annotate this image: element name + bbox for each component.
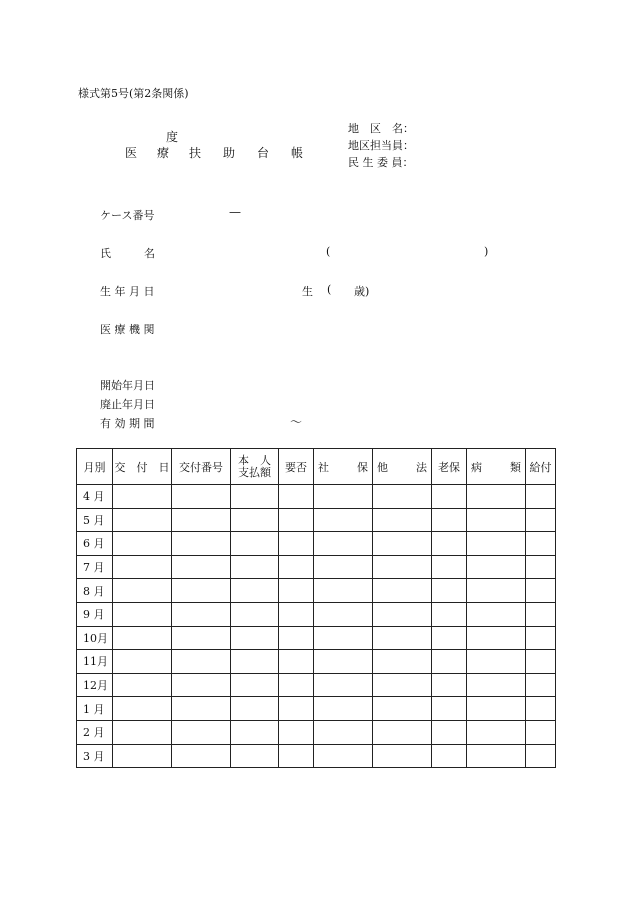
cell[interactable] — [172, 626, 231, 650]
case-number-label: ケース番号 — [100, 209, 155, 222]
header-elderly-insurance: 老保 — [432, 449, 467, 485]
month-cell: 1 月 — [77, 697, 113, 721]
cell[interactable] — [432, 673, 467, 697]
cell[interactable] — [172, 508, 231, 532]
cell[interactable] — [467, 508, 526, 532]
assignment-info — [348, 120, 414, 171]
fiscal-year-label: 度 — [166, 130, 179, 144]
table-row — [77, 626, 556, 650]
title-char: 扶 — [189, 146, 202, 160]
cell[interactable] — [526, 650, 556, 674]
title-char: 助 — [223, 146, 236, 160]
cell[interactable] — [279, 485, 314, 509]
cell[interactable] — [279, 555, 314, 579]
cell[interactable] — [314, 602, 373, 626]
cell[interactable] — [314, 532, 373, 556]
table-row — [77, 650, 556, 674]
cell[interactable] — [432, 720, 467, 744]
cell[interactable] — [432, 626, 467, 650]
case-number-dash: — — [229, 205, 241, 219]
table-row — [77, 532, 556, 556]
cell[interactable] — [231, 555, 279, 579]
cell[interactable] — [526, 508, 556, 532]
month-cell: 2 月 — [77, 720, 113, 744]
cell[interactable] — [432, 555, 467, 579]
header-self-payment — [231, 449, 279, 485]
month-cell: 6 月 — [77, 532, 113, 556]
age-paren-open: ( — [327, 283, 332, 296]
cell[interactable] — [526, 555, 556, 579]
cell[interactable] — [172, 650, 231, 674]
cell[interactable] — [314, 697, 373, 721]
header-need: 要否 — [279, 449, 314, 485]
cell[interactable] — [314, 485, 373, 509]
cell[interactable] — [279, 720, 314, 744]
cell[interactable] — [526, 744, 556, 768]
cell[interactable] — [172, 697, 231, 721]
cell[interactable] — [113, 720, 172, 744]
cell[interactable] — [314, 508, 373, 532]
header-social-insurance-left: 社 — [318, 460, 329, 474]
header-issue-number: 交付番号 — [172, 449, 231, 485]
cell[interactable] — [373, 508, 432, 532]
cell[interactable] — [113, 650, 172, 674]
month-cell: 3 月 — [77, 744, 113, 768]
cell[interactable] — [231, 697, 279, 721]
table-row — [77, 744, 556, 768]
monthly-record-table — [76, 448, 555, 769]
cell[interactable] — [526, 579, 556, 603]
cell[interactable] — [373, 602, 432, 626]
age-suffix: 歳) — [354, 285, 370, 298]
cell[interactable] — [373, 650, 432, 674]
month-cell: 7 月 — [77, 555, 113, 579]
title-char: 医 — [125, 146, 138, 160]
cell[interactable] — [113, 673, 172, 697]
name-label: 氏 名 — [100, 247, 155, 260]
cell[interactable] — [526, 697, 556, 721]
cell[interactable] — [373, 555, 432, 579]
cell[interactable] — [526, 720, 556, 744]
cell[interactable] — [113, 485, 172, 509]
cell[interactable] — [526, 532, 556, 556]
end-date-label: 廃止年月日 — [100, 398, 155, 411]
cell[interactable] — [432, 532, 467, 556]
district-staff-label: 地区担当員： — [348, 139, 414, 152]
header-other-law — [373, 449, 432, 485]
table-row — [77, 720, 556, 744]
cell[interactable] — [231, 508, 279, 532]
cell[interactable] — [432, 579, 467, 603]
district-label: 地 区 名： — [348, 122, 414, 135]
cell[interactable] — [231, 650, 279, 674]
cell[interactable] — [467, 720, 526, 744]
cell[interactable] — [279, 697, 314, 721]
cell[interactable] — [172, 579, 231, 603]
cell[interactable] — [231, 744, 279, 768]
header-disease-left: 病 — [471, 460, 482, 474]
cell[interactable] — [467, 626, 526, 650]
header-disease — [467, 449, 526, 485]
cell[interactable] — [314, 555, 373, 579]
month-cell: 11月 — [77, 650, 113, 674]
month-cell: 5 月 — [77, 508, 113, 532]
header-social-insurance-right: 保 — [357, 460, 368, 474]
cell[interactable] — [314, 650, 373, 674]
cell[interactable] — [526, 602, 556, 626]
header-other-law-right: 法 — [416, 460, 427, 474]
cell[interactable] — [314, 626, 373, 650]
cell[interactable] — [373, 673, 432, 697]
cell[interactable] — [467, 532, 526, 556]
medical-institution-label: 医 療 機 関 — [100, 323, 155, 336]
birth-date-label: 生 年 月 日 — [100, 285, 155, 298]
birth-suffix: 生 — [302, 285, 313, 298]
cell[interactable] — [314, 720, 373, 744]
cell[interactable] — [467, 697, 526, 721]
cell[interactable] — [279, 673, 314, 697]
cell[interactable] — [279, 744, 314, 768]
title-char: 療 — [157, 146, 170, 160]
cell[interactable] — [172, 720, 231, 744]
cell[interactable] — [432, 650, 467, 674]
validity-period-label: 有 効 期 間 — [100, 417, 155, 430]
cell[interactable] — [172, 485, 231, 509]
cell[interactable] — [113, 579, 172, 603]
cell[interactable] — [113, 744, 172, 768]
cell[interactable] — [231, 532, 279, 556]
cell[interactable] — [373, 744, 432, 768]
cell[interactable] — [231, 626, 279, 650]
cell[interactable] — [172, 532, 231, 556]
table-row — [77, 697, 556, 721]
cell[interactable] — [113, 508, 172, 532]
cell[interactable] — [279, 579, 314, 603]
table-row — [77, 579, 556, 603]
cell[interactable] — [231, 673, 279, 697]
cell[interactable] — [279, 626, 314, 650]
cell[interactable] — [373, 697, 432, 721]
month-cell: 9 月 — [77, 602, 113, 626]
table-row — [77, 602, 556, 626]
cell[interactable] — [467, 602, 526, 626]
cell[interactable] — [526, 485, 556, 509]
month-cell: 8 月 — [77, 579, 113, 603]
form-number: 様式第5号(第2条関係) — [78, 87, 189, 100]
title-char: 台 — [257, 146, 270, 160]
cell[interactable] — [526, 626, 556, 650]
cell[interactable] — [231, 720, 279, 744]
table-row — [77, 485, 556, 509]
cell[interactable] — [467, 579, 526, 603]
table-body — [77, 485, 556, 768]
cell[interactable] — [113, 555, 172, 579]
cell[interactable] — [172, 555, 231, 579]
cell[interactable] — [526, 673, 556, 697]
cell[interactable] — [432, 744, 467, 768]
title-char: 帳 — [291, 146, 304, 160]
cell[interactable] — [113, 532, 172, 556]
cell[interactable] — [373, 579, 432, 603]
header-other-law-left: 他 — [377, 460, 388, 474]
header-social-insurance — [314, 449, 373, 485]
cell[interactable] — [373, 532, 432, 556]
cell[interactable] — [231, 485, 279, 509]
header-benefit: 給付 — [526, 449, 556, 485]
table-row — [77, 673, 556, 697]
month-cell: 4 月 — [77, 485, 113, 509]
cell[interactable] — [231, 579, 279, 603]
header-disease-right: 類 — [510, 460, 521, 474]
cell[interactable] — [279, 650, 314, 674]
cell[interactable] — [432, 508, 467, 532]
cell[interactable] — [279, 508, 314, 532]
month-cell: 12月 — [77, 673, 113, 697]
cell[interactable] — [172, 673, 231, 697]
header-self-payment-top: 本 人 — [238, 453, 271, 467]
header-self-payment-bottom: 支払額 — [238, 465, 271, 479]
cell[interactable] — [113, 626, 172, 650]
cell[interactable] — [432, 602, 467, 626]
start-date-label: 開始年月日 — [100, 379, 155, 392]
cell[interactable] — [467, 650, 526, 674]
welfare-commissioner-label: 民 生 委 員： — [348, 156, 414, 169]
header-issue-date: 交 付 日 — [113, 449, 172, 485]
cell[interactable] — [113, 602, 172, 626]
name-paren-open: ( — [326, 245, 331, 258]
header-month: 月別 — [77, 449, 113, 485]
cell[interactable] — [314, 673, 373, 697]
cell[interactable] — [373, 626, 432, 650]
cell[interactable] — [432, 697, 467, 721]
cell[interactable] — [467, 673, 526, 697]
cell[interactable] — [373, 720, 432, 744]
cell[interactable] — [279, 532, 314, 556]
cell[interactable] — [314, 579, 373, 603]
cell[interactable] — [113, 697, 172, 721]
validity-tilde: ～ — [290, 415, 303, 429]
cell[interactable] — [467, 485, 526, 509]
table-row — [77, 555, 556, 579]
cell[interactable] — [172, 744, 231, 768]
month-cell: 10月 — [77, 626, 113, 650]
cell[interactable] — [279, 602, 314, 626]
name-paren-close: ) — [484, 245, 489, 258]
cell[interactable] — [373, 485, 432, 509]
cell[interactable] — [314, 744, 373, 768]
cell[interactable] — [231, 602, 279, 626]
cell[interactable] — [172, 602, 231, 626]
table-row — [77, 508, 556, 532]
cell[interactable] — [467, 744, 526, 768]
cell[interactable] — [467, 555, 526, 579]
cell[interactable] — [432, 485, 467, 509]
